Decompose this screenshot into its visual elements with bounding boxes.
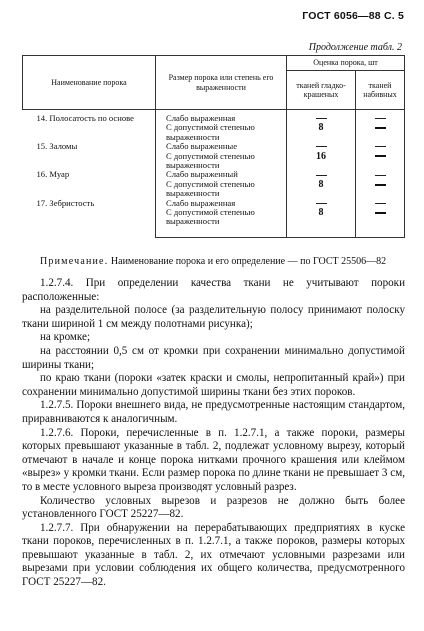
cell-text: С допустимой степенью выраженности <box>166 122 255 142</box>
paragraph-1-2-7-6: 1.2.7.6. Пороки, перечисленные в п. 1.2.7.1, а также пороки, размеры которых превышают указанные в табл. 2, подлежат условному вырезу, который отмечают в начале и конце порока нитками прочного крашения или клеймом «вырез» у кромки ткани. Если размер порока по длине ткани не превышает 3 см, то в месте условного выреза производят условный разрез. <box>22 426 405 493</box>
rating-printed <box>356 123 405 142</box>
rating-printed <box>356 152 405 171</box>
paragraph-selvage: на кромке; <box>40 331 91 344</box>
rating-smooth <box>287 123 356 142</box>
page-header: ГОСТ 6056—88 С. 5 <box>302 10 404 22</box>
dash-mark <box>375 146 386 147</box>
degree-acceptable <box>156 123 287 142</box>
rating-printed <box>356 180 405 199</box>
paragraph-1-2-7-7: 1.2.7.7. При обнаружении на перерабатывающих предприятиях в куске ткани пороков, перечисленных в п. 1.2.7.1, а также пороков, размеры которых превышают указанные в табл. 2, их отмечают условными разрезами или вырезами при условии соблюдения их общего количества, предусмотренного ГОСТ 25227—82. <box>22 521 405 589</box>
cell-text: С допустимой степенью выраженности <box>166 207 255 227</box>
paragraph-1-2-7-4: 1.2.7.4. При определении качества ткани не учитывают пороки расположенные: <box>22 277 405 303</box>
cell-text: 15. Заломы <box>36 141 78 152</box>
dash-mark <box>375 212 386 214</box>
body-text <box>22 256 405 590</box>
col-header-printed: тканей набивных <box>356 71 405 110</box>
degree-acceptable <box>156 152 287 171</box>
dash-mark <box>375 127 386 129</box>
cell-text: Слабо выраженные <box>166 141 238 152</box>
cell-text: Слабо выраженная <box>166 113 236 123</box>
rating-printed <box>356 208 405 237</box>
rating-smooth <box>287 152 356 171</box>
degree-acceptable <box>156 180 287 199</box>
rating-value <box>375 207 386 218</box>
cell-text: Слабо выраженный <box>166 169 238 180</box>
table-continuation-label: Продолжение табл. 2 <box>308 42 402 53</box>
dash-mark <box>316 203 327 204</box>
dash-mark <box>375 184 386 186</box>
dash-mark <box>375 175 386 176</box>
dash-mark <box>316 146 327 147</box>
dash-mark <box>316 175 327 176</box>
note-text: Наименование порока и его определение — по ГОСТ 25506—82 <box>108 256 387 267</box>
col-header-smooth: тканей гладко- крашеных <box>287 71 356 110</box>
table-row <box>23 110 405 124</box>
defect-name <box>23 142 156 170</box>
cell-text: С допустимой степенью выраженности <box>166 150 255 171</box>
defect-name <box>23 170 156 198</box>
note-label: Примечание. <box>40 256 109 267</box>
table-note <box>22 256 405 268</box>
cell-text: 14. Полосатость по основе <box>36 113 134 123</box>
rating-smooth <box>287 110 356 124</box>
rating-value <box>375 151 386 162</box>
rating-smooth <box>287 180 356 199</box>
defect-name <box>23 110 156 143</box>
defects-table <box>22 55 405 238</box>
dash-mark <box>316 118 327 119</box>
rating-printed <box>356 110 405 124</box>
rating-value: 8 <box>318 207 324 219</box>
dash-mark <box>375 155 386 157</box>
paragraph-1-2-7-5: 1.2.7.5. Пороки внешнего вида, не предусмотренные настоящим стандартом, приравниваются к аналогичным. <box>22 399 405 425</box>
cell-text: Слабо выраженная <box>166 197 236 208</box>
rating-value: 8 <box>318 178 324 190</box>
col-header-name: Наименование порока <box>23 56 156 110</box>
rating-value: 8 <box>318 122 324 134</box>
defect-name <box>23 199 156 238</box>
dash-mark <box>375 203 386 204</box>
degree-acceptable <box>156 208 287 237</box>
cell-text: С допустимой степенью выраженности <box>166 178 255 199</box>
rating-value: 16 <box>316 150 326 162</box>
rating-smooth <box>287 208 356 237</box>
paragraph-divider-strip: на разделительной полосе (за разделительную полосу принимают полоску ткани шириной 1 см между полотнами рисунка); <box>22 304 405 330</box>
rating-value <box>375 179 386 190</box>
degree-weak <box>156 110 287 124</box>
dash-mark <box>375 118 386 119</box>
col-header-degree: Размер порока или степень его выраженности <box>156 56 287 110</box>
rating-value <box>375 122 386 133</box>
cell-text: 16. Муар <box>36 169 70 180</box>
cell-text: 17. Зебристость <box>36 197 95 208</box>
paragraph-cut-count: Количество условных вырезов и разрезов не должно быть более установленного ГОСТ 25227—82. <box>22 494 405 521</box>
paragraph-distance: на расстоянии 0,5 см от кромки при сохранении минимально допустимой ширины ткани; <box>22 344 405 371</box>
paragraph-edge: по краю ткани (пороки «затек краски и смолы, непропитанный край») при сохранении минимально допустимой ширины ткани без этих пороков. <box>22 372 405 398</box>
col-header-rating: Оценка порока, шт <box>287 56 405 71</box>
